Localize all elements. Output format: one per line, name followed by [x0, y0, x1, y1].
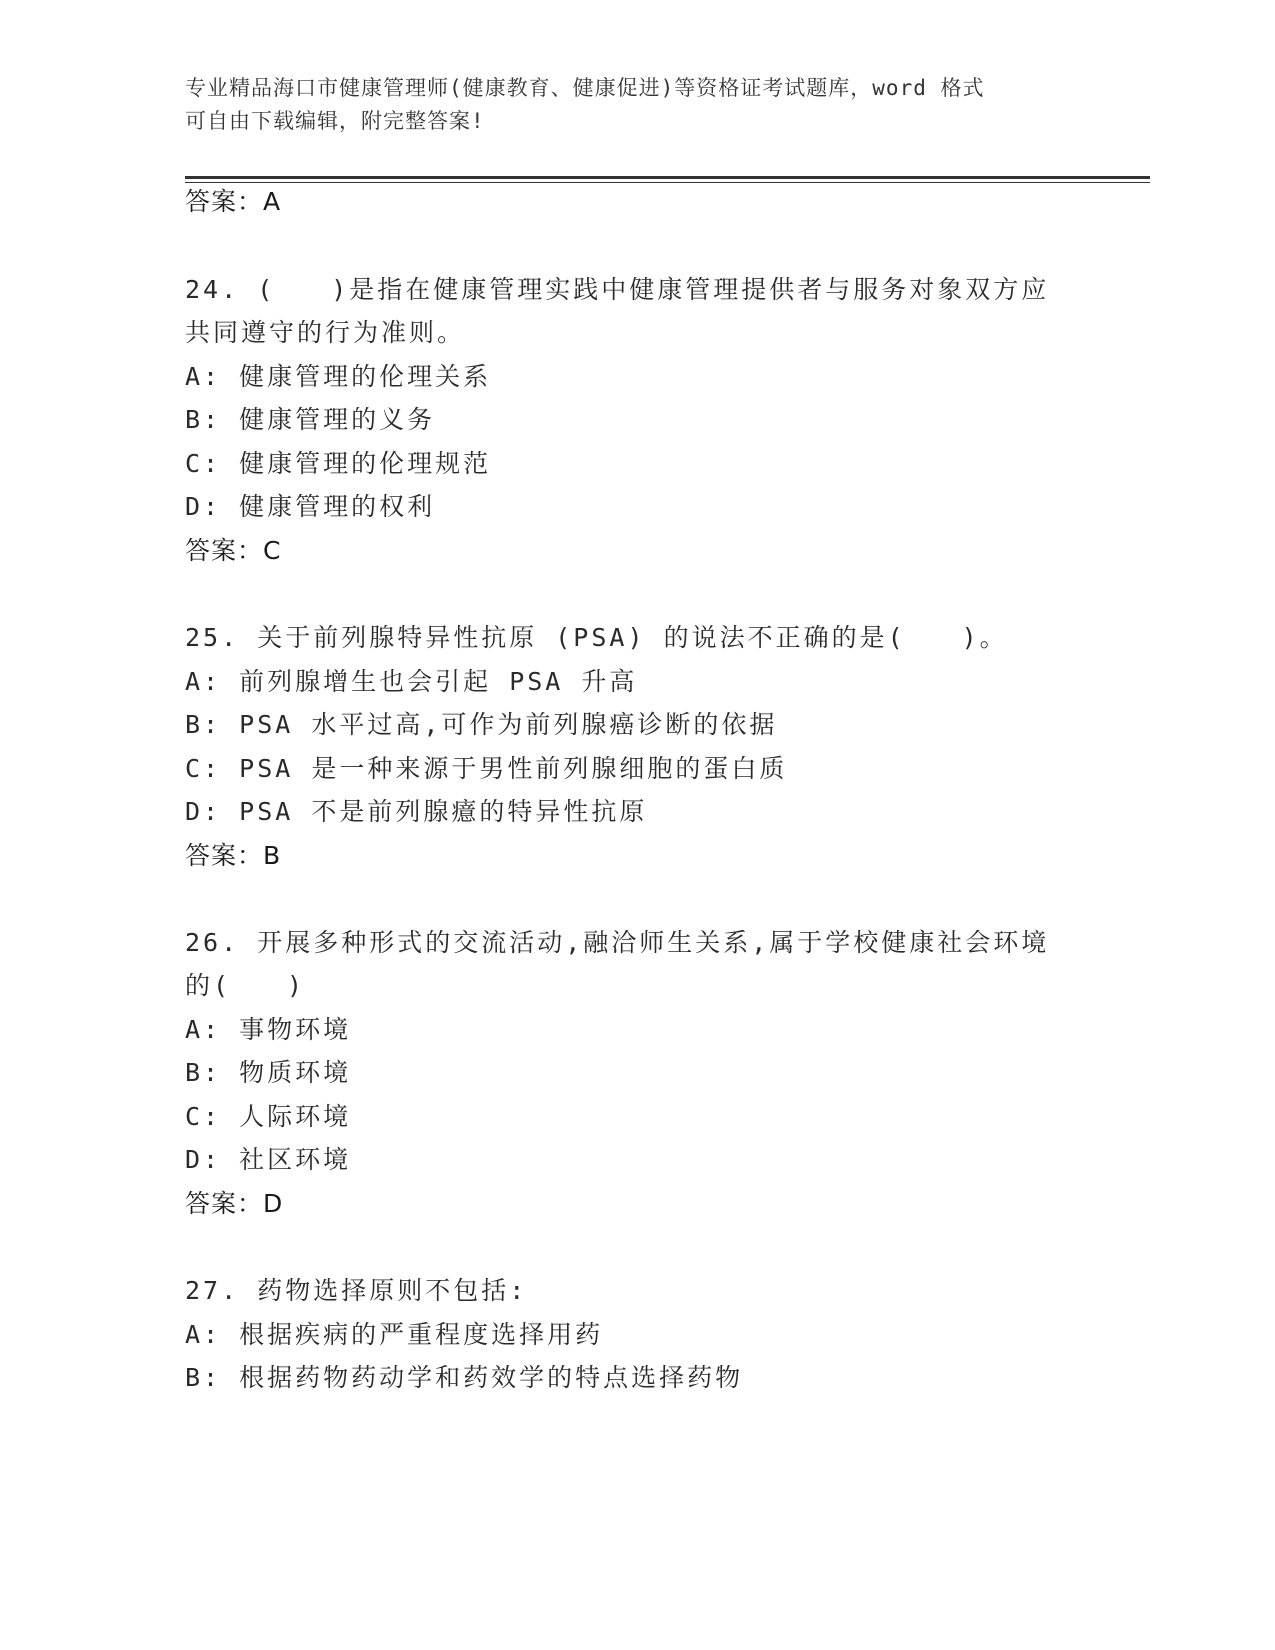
q25-option-c: C: PSA 是一种来源于男性前列腺细胞的蛋白质 [185, 754, 788, 783]
header-line-2: 可自由下载编辑，附完整答案! [185, 109, 485, 133]
q25-stem-line-1: 25. 关于前列腺特异性抗原 (PSA) 的说法不正确的是( )。 [185, 623, 1008, 652]
q24-option-b: B: 健康管理的义务 [185, 405, 436, 434]
q24-option-d: D: 健康管理的权利 [185, 492, 436, 521]
q26-option-b: B: 物质环境 [185, 1058, 352, 1087]
answer-prev: 答案：A [185, 187, 282, 216]
q25-option-a: A: 前列腺增生也会引起 PSA 升高 [185, 667, 638, 696]
q26-option-c: C: 人际环境 [185, 1102, 352, 1131]
q24-stem-line-1: 24. ( )是指在健康管理实践中健康管理提供者与服务对象双方应 [185, 275, 1050, 304]
q24-stem-line-2: 共同遵守的行为准则。 [185, 318, 466, 347]
q26-option-a: A: 事物环境 [185, 1015, 352, 1044]
q25-answer: 答案：B [185, 841, 282, 870]
q26-answer: 答案：D [185, 1189, 284, 1218]
q24-option-c: C: 健康管理的伦理规范 [185, 449, 492, 478]
q24-option-a: A: 健康管理的伦理关系 [185, 362, 492, 391]
header-rule-thin [185, 182, 1150, 183]
header-line-1: 专业精品海口市健康管理师(健康教育、健康促进)等资格证考试题库，word 格式 [185, 76, 985, 100]
q26-option-d: D: 社区环境 [185, 1145, 352, 1174]
q27-stem-line-1: 27. 药物选择原则不包括: [185, 1276, 528, 1305]
q26-stem-line-2: 的( ) [185, 971, 306, 1000]
q27-option-a: A: 根据疾病的严重程度选择用药 [185, 1320, 604, 1349]
header-rule-thick [185, 176, 1150, 179]
q26-stem-line-1: 26. 开展多种形式的交流活动,融洽师生关系,属于学校健康社会环境 [185, 928, 1050, 957]
q25-option-b: B: PSA 水平过高,可作为前列腺癌诊断的依据 [185, 710, 778, 739]
q27-option-b: B: 根据药物药动学和药效学的特点选择药物 [185, 1363, 744, 1392]
document-header [185, 72, 1065, 138]
q24-answer: 答案：C [185, 536, 282, 565]
q25-option-d: D: PSA 不是前列腺癔的特异性抗原 [185, 797, 648, 826]
